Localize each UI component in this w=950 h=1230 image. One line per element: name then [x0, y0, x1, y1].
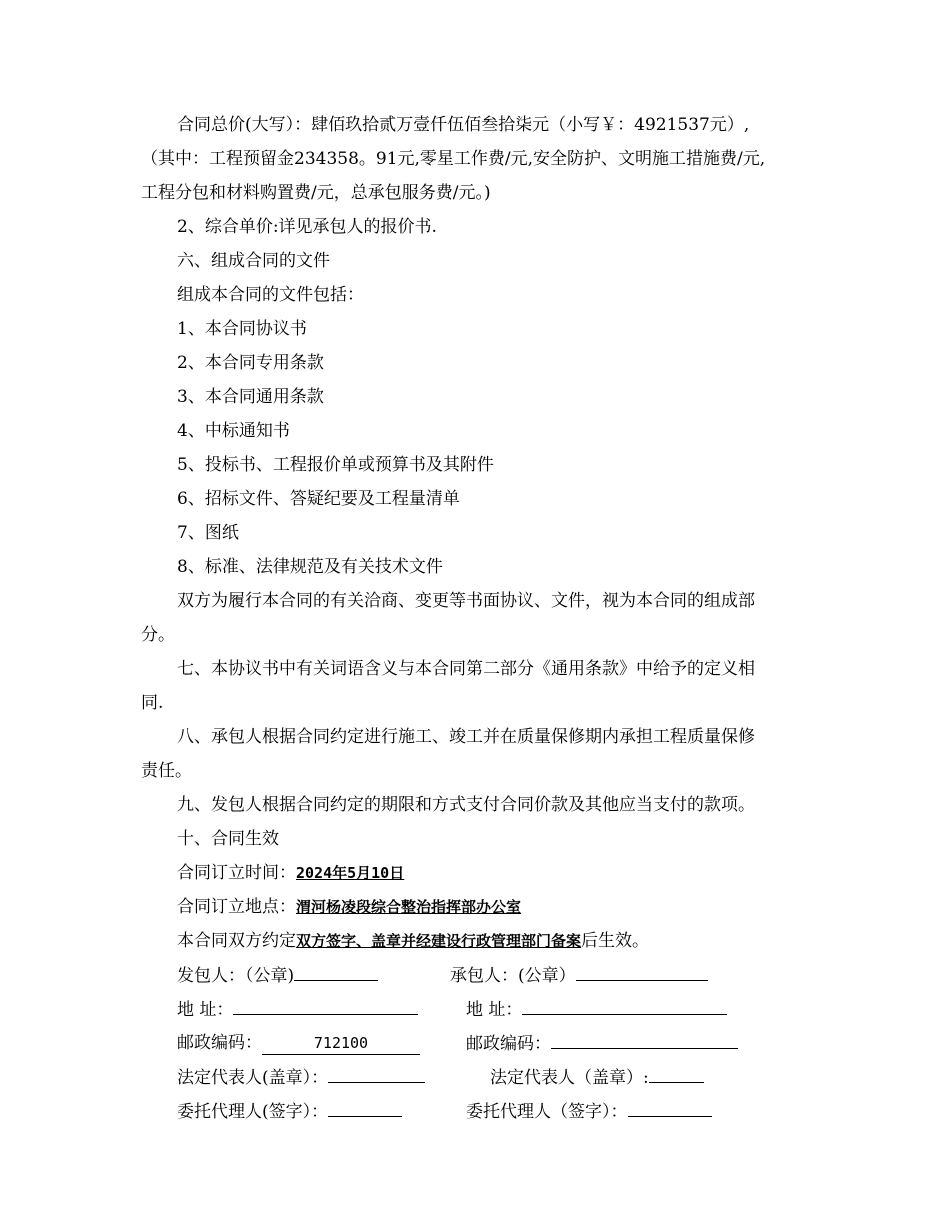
employer-address-label: 地 址： — [177, 1000, 234, 1020]
employer-postcode-field — [177, 1032, 420, 1055]
effect-line — [177, 930, 857, 952]
contractor-agent-label: 委托代理人（签字）： — [466, 1102, 628, 1122]
section-8-line-2: 责任。 — [141, 761, 192, 781]
effect-suffix: 后生效。 — [581, 931, 650, 951]
sign-time-line — [177, 862, 857, 884]
section-7-line-1: 七、本协议书中有关词语含义与本合同第二部分《通用条款》中给予的定义相 — [177, 659, 755, 679]
contractor-postcode-label: 邮政编码： — [466, 1034, 551, 1054]
contract-price-line-3: 工程分包和材料购置费/元，总承包服务费/元。) — [141, 183, 491, 203]
section-9-line: 九、发包人根据合同约定的期限和方式支付合同价款及其他应当支付的款项。 — [177, 795, 755, 815]
document-list-item: 5、投标书、工程报价单或预算书及其附件 — [177, 455, 494, 475]
sign-time-label: 合同订立时间： — [177, 863, 296, 883]
sign-place-value: 渭河杨凌段综合整治指挥部办公室 — [296, 898, 522, 916]
contractor-seal-blank — [576, 964, 708, 981]
contractor-postcode-blank — [551, 1032, 738, 1049]
contractor-address-label: 地 址： — [466, 1000, 523, 1020]
section-10-title: 十、合同生效 — [177, 829, 279, 849]
sign-place-label: 合同订立地点： — [177, 897, 296, 917]
document-list-item: 3、本合同通用条款 — [177, 387, 324, 407]
contractor-agent-blank — [628, 1100, 712, 1117]
agreement-paragraph-line-1: 双方为履行本合同的有关洽商、变更等书面协议、文件，视为本合同的组成部 — [177, 591, 755, 611]
employer-agent-field — [177, 1100, 402, 1123]
section-7-line-2: 同. — [141, 693, 164, 713]
effect-condition: 双方签字、盖章并经建设行政管理部门备案 — [296, 932, 582, 950]
contractor-legal-rep-blank — [649, 1066, 704, 1083]
employer-agent-label: 委托代理人(签字）： — [177, 1102, 329, 1122]
sign-place-line — [177, 896, 857, 918]
employer-address-blank — [233, 998, 418, 1015]
effect-prefix: 本合同双方约定 — [177, 931, 296, 951]
employer-postcode-value: 712100 — [262, 1032, 420, 1055]
employer-postcode-label: 邮政编码： — [177, 1033, 262, 1053]
document-list-item: 2、本合同专用条款 — [177, 353, 324, 373]
employer-legal-rep-field — [177, 1066, 425, 1089]
employer-label: 发包人：（公章) — [177, 966, 295, 986]
document-list-item: 8、标准、法律规范及有关技术文件 — [177, 557, 443, 577]
contractor-legal-rep-label: 法定代表人（盖章）: — [490, 1068, 649, 1088]
contractor-postcode-field — [466, 1032, 738, 1055]
section-6-title: 六、组成合同的文件 — [177, 251, 330, 271]
section-8-line-1: 八、承包人根据合同约定进行施工、竣工并在质量保修期内承担工程质量保修 — [177, 727, 755, 747]
contractor-seal-field — [450, 964, 708, 987]
document-list-item: 7、图纸 — [177, 523, 239, 543]
contractor-legal-rep-field — [490, 1066, 704, 1089]
contractor-label: 承包人：(公章） — [450, 966, 576, 986]
section-6-intro: 组成本合同的文件包括： — [177, 285, 364, 305]
sign-time-value: 2024年5月10日 — [296, 864, 405, 882]
document-list-item: 6、招标文件、答疑纪要及工程量清单 — [177, 489, 460, 509]
unit-price-line: 2、综合单价:详见承包人的报价书. — [177, 217, 437, 237]
employer-address-field — [177, 998, 418, 1021]
contractor-agent-field — [466, 1100, 712, 1123]
employer-seal-blank — [294, 964, 378, 981]
employer-legal-rep-blank — [328, 1066, 425, 1083]
employer-agent-blank — [328, 1100, 402, 1117]
contractor-address-field — [466, 998, 727, 1021]
document-list-item: 1、本合同协议书 — [177, 319, 307, 339]
employer-legal-rep-label: 法定代表人(盖章）： — [177, 1068, 329, 1088]
agreement-paragraph-line-2: 分。 — [141, 625, 175, 645]
document-list-item: 4、中标通知书 — [177, 421, 290, 441]
contract-price-line-1: 合同总价(大写）：肆佰玖拾贰万壹仟伍佰叁拾柒元（小写￥：4921537元）, — [177, 115, 750, 135]
employer-seal-field — [177, 964, 378, 987]
contract-price-line-2: （其中：工程预留金234358。91元,零星工作费/元,安全防护、文明施工措施费/元, — [141, 149, 766, 169]
contractor-address-blank — [522, 998, 727, 1015]
